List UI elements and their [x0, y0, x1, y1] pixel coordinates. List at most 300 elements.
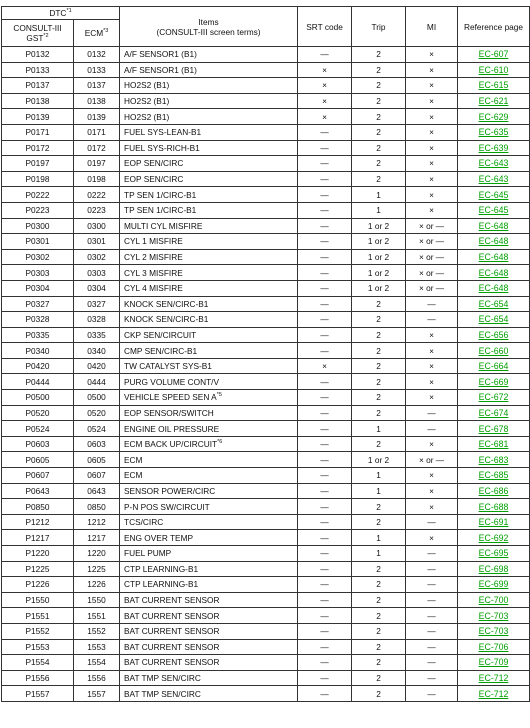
- gst-code: [2, 421, 74, 437]
- ecm-code: [74, 577, 120, 593]
- gst-code: [2, 327, 74, 343]
- reference-link[interactable]: EC-656: [478, 329, 509, 340]
- srt-code: [298, 639, 352, 655]
- mi-value-text: ×: [429, 345, 434, 356]
- reference-link[interactable]: EC-686: [478, 485, 509, 496]
- gst-code: [2, 390, 74, 406]
- trip-value-text: 2: [376, 392, 381, 403]
- table-row: [2, 686, 530, 702]
- ecm-code: [74, 156, 120, 172]
- item-name: [120, 514, 298, 530]
- item-name-text: FUEL SYS-RICH-B1: [124, 142, 200, 153]
- mi-value: [406, 78, 458, 94]
- ecm-code-text: 0300: [87, 220, 106, 231]
- item-name: [120, 577, 298, 593]
- trip-value: [352, 93, 406, 109]
- mi-value-text: × or —: [418, 220, 445, 231]
- gst-code-text: P1552: [25, 626, 50, 637]
- table-row: [2, 93, 530, 109]
- mi-value-text: ×: [429, 142, 434, 153]
- ecm-code: [74, 592, 120, 608]
- reference-link[interactable]: EC-669: [478, 376, 509, 387]
- gst-code-text: P0328: [25, 314, 50, 325]
- trip-value: [352, 78, 406, 94]
- ecm-code-text: 0198: [87, 174, 106, 185]
- item-name: [120, 374, 298, 390]
- mi-value-text: —: [427, 610, 436, 621]
- item-name: [120, 47, 298, 63]
- item-name: [120, 608, 298, 624]
- srt-code-text: —: [320, 548, 329, 559]
- trip-value: [352, 686, 406, 702]
- reference-cell: [458, 249, 530, 265]
- trip-value-text: 2: [376, 376, 381, 387]
- srt-code-text: ×: [322, 96, 327, 107]
- srt-code-text: —: [320, 49, 329, 60]
- srt-code: [298, 686, 352, 702]
- gst-code: [2, 514, 74, 530]
- srt-code-text: —: [320, 329, 329, 340]
- trip-value-text: 2: [376, 361, 381, 372]
- reference-cell: [458, 93, 530, 109]
- srt-code: [298, 499, 352, 515]
- reference-link[interactable]: EC-698: [478, 563, 509, 574]
- trip-value-text: 1: [376, 485, 381, 496]
- srt-code: [298, 265, 352, 281]
- mi-value-text: ×: [429, 439, 434, 450]
- gst-code-text: P0603: [25, 439, 50, 450]
- item-name-text: CKP SEN/CIRCUIT: [124, 329, 197, 340]
- srt-code: [298, 592, 352, 608]
- trip-value-text: 2: [376, 111, 381, 122]
- gst-code: [2, 265, 74, 281]
- trip-value-text: 2: [376, 517, 381, 528]
- item-name: [120, 530, 298, 546]
- srt-code: [298, 156, 352, 172]
- gst-code: [2, 436, 74, 452]
- reference-cell: [458, 592, 530, 608]
- srt-code: [298, 655, 352, 671]
- item-name: [120, 62, 298, 78]
- trip-value: [352, 156, 406, 172]
- reference-link[interactable]: EC-648: [478, 252, 509, 263]
- ecm-code-text: 1552: [87, 626, 106, 637]
- ecm-code-text: 0301: [87, 236, 106, 247]
- item-name: [120, 234, 298, 250]
- reference-cell: [458, 343, 530, 359]
- table-row: [2, 156, 530, 172]
- mi-value-text: × or —: [418, 267, 445, 278]
- reference-cell: [458, 280, 530, 296]
- reference-link[interactable]: EC-700: [478, 595, 509, 606]
- mi-value: [406, 608, 458, 624]
- dtc-table: [1, 6, 530, 702]
- mi-value-text: ×: [429, 329, 434, 340]
- trip-value-text: 1 or 2: [367, 454, 390, 465]
- item-name: [120, 280, 298, 296]
- item-name: [120, 109, 298, 125]
- srt-code: [298, 343, 352, 359]
- reference-link[interactable]: EC-706: [478, 641, 509, 652]
- reference-link[interactable]: EC-648: [478, 283, 509, 294]
- gst-code-text: P0137: [25, 80, 50, 91]
- trip-value-text: 2: [376, 298, 381, 309]
- table-row: [2, 280, 530, 296]
- reference-cell: [458, 452, 530, 468]
- reference-link[interactable]: EC-660: [478, 345, 509, 356]
- reference-cell: [458, 78, 530, 94]
- ecm-code-text: 0223: [87, 205, 106, 216]
- reference-link[interactable]: EC-610: [478, 64, 509, 75]
- mi-value-text: × or —: [418, 454, 445, 465]
- ecm-code-text: 1225: [87, 563, 106, 574]
- srt-code: [298, 374, 352, 390]
- item-name: [120, 670, 298, 686]
- ecm-code-text: 0302: [87, 252, 106, 263]
- reference-link[interactable]: EC-645: [478, 189, 509, 200]
- trip-value: [352, 530, 406, 546]
- gst-code-text: P0520: [25, 407, 50, 418]
- item-name-text: BAT CURRENT SENSOR: [124, 626, 220, 637]
- gst-code-text: P1556: [25, 673, 50, 684]
- srt-code-text: —: [320, 407, 329, 418]
- item-name: [120, 156, 298, 172]
- mi-value-text: —: [427, 626, 436, 637]
- reference-link[interactable]: EC-654: [478, 314, 509, 325]
- item-name: [120, 390, 298, 406]
- footnote-marker: *6: [217, 439, 223, 446]
- reference-link[interactable]: EC-629: [478, 111, 509, 122]
- item-name-text: HO2S2 (B1): [124, 96, 170, 107]
- ecm-code-text: 0850: [87, 501, 106, 512]
- table-row: [2, 483, 530, 499]
- reference-cell: [458, 312, 530, 328]
- ecm-code-text: 1554: [87, 657, 106, 668]
- table-row: [2, 78, 530, 94]
- mi-value-text: ×: [429, 361, 434, 372]
- gst-code: [2, 109, 74, 125]
- ecm-code-text: 1556: [87, 673, 106, 684]
- gst-code-text: P0607: [25, 470, 50, 481]
- item-name-text: FUEL PUMP: [124, 548, 172, 559]
- item-name: [120, 171, 298, 187]
- reference-link[interactable]: EC-648: [478, 267, 509, 278]
- ecm-code: [74, 405, 120, 421]
- gst-code: [2, 93, 74, 109]
- mi-value: [406, 93, 458, 109]
- gst-code: [2, 655, 74, 671]
- srt-code-text: —: [320, 532, 329, 543]
- reference-cell: [458, 140, 530, 156]
- table-row: [2, 670, 530, 686]
- ecm-code-text: 0132: [87, 49, 106, 60]
- reference-link[interactable]: EC-703: [478, 610, 509, 621]
- trip-value-text: 2: [376, 626, 381, 637]
- trip-value-text: 2: [376, 688, 381, 699]
- table-row: [2, 296, 530, 312]
- reference-link[interactable]: EC-664: [478, 361, 509, 372]
- trip-value-text: 1 or 2: [367, 220, 390, 231]
- item-name-text: KNOCK SEN/CIRC-B1: [124, 314, 209, 325]
- gst-code: [2, 561, 74, 577]
- reference-cell: [458, 608, 530, 624]
- srt-code-text: ×: [322, 80, 327, 91]
- ecm-code: [74, 218, 120, 234]
- table-row: [2, 47, 530, 63]
- reference-link[interactable]: EC-709: [478, 657, 509, 668]
- item-name-text: CYL 4 MISFIRE: [124, 283, 183, 294]
- table-row: [2, 577, 530, 593]
- ecm-code: [74, 639, 120, 655]
- reference-cell: [458, 47, 530, 63]
- table-row: [2, 608, 530, 624]
- mi-value-text: ×: [429, 205, 434, 216]
- mi-value: [406, 374, 458, 390]
- trip-value: [352, 499, 406, 515]
- trip-value: [352, 561, 406, 577]
- reference-link[interactable]: EC-692: [478, 532, 509, 543]
- ecm-code: [74, 374, 120, 390]
- trip-value-text: 2: [376, 407, 381, 418]
- item-name: [120, 452, 298, 468]
- gst-code-text: P0139: [25, 111, 50, 122]
- mi-value: [406, 265, 458, 281]
- mi-value-text: ×: [429, 96, 434, 107]
- gst-code: [2, 234, 74, 250]
- reference-cell: [458, 421, 530, 437]
- item-name: [120, 249, 298, 265]
- item-name-text: TP SEN 1/CIRC-B1: [124, 189, 197, 200]
- table-row: [2, 249, 530, 265]
- reference-cell: [458, 156, 530, 172]
- table-body: [2, 47, 530, 702]
- reference-link[interactable]: EC-695: [478, 548, 509, 559]
- reference-header: Reference page: [458, 7, 530, 47]
- mi-value: [406, 530, 458, 546]
- srt-code: [298, 561, 352, 577]
- mi-value-text: ×: [429, 532, 434, 543]
- trip-value-text: 1 or 2: [367, 252, 390, 263]
- mi-value: [406, 156, 458, 172]
- reference-link[interactable]: EC-691: [478, 517, 509, 528]
- trip-value: [352, 577, 406, 593]
- mi-value: [406, 171, 458, 187]
- table-row: [2, 390, 530, 406]
- item-name: [120, 561, 298, 577]
- srt-code-text: —: [320, 610, 329, 621]
- mi-value: [406, 109, 458, 125]
- mi-value-text: —: [427, 579, 436, 590]
- reference-link[interactable]: EC-712: [478, 688, 509, 699]
- ecm-code-text: 0303: [87, 267, 106, 278]
- ecm-code-text: 0524: [87, 423, 106, 434]
- reference-link[interactable]: EC-688: [478, 501, 509, 512]
- item-name-text: EOP SEN/CIRC: [124, 174, 184, 185]
- reference-link[interactable]: EC-648: [478, 220, 509, 231]
- table-row: [2, 514, 530, 530]
- ecm-code: [74, 483, 120, 499]
- ecm-code: [74, 530, 120, 546]
- item-name: [120, 421, 298, 437]
- srt-code-text: —: [320, 220, 329, 231]
- reference-link[interactable]: EC-683: [478, 454, 509, 465]
- item-name-text: CMP SEN/CIRC-B1: [124, 345, 198, 356]
- mi-value: [406, 421, 458, 437]
- srt-code: [298, 234, 352, 250]
- srt-code: [298, 327, 352, 343]
- ecm-code: [74, 608, 120, 624]
- reference-cell: [458, 171, 530, 187]
- reference-cell: [458, 296, 530, 312]
- srt-code-text: —: [320, 127, 329, 138]
- trip-value: [352, 514, 406, 530]
- srt-code: [298, 483, 352, 499]
- srt-code: [298, 93, 352, 109]
- item-name: [120, 639, 298, 655]
- trip-value: [352, 109, 406, 125]
- item-name-text: A/F SENSOR1 (B1): [124, 64, 197, 75]
- srt-code-text: —: [320, 688, 329, 699]
- trip-value: [352, 249, 406, 265]
- ecm-code: [74, 468, 120, 484]
- srt-code: [298, 390, 352, 406]
- item-name-text: PURG VOLUME CONT/V: [124, 376, 219, 387]
- mi-value: [406, 218, 458, 234]
- reference-link[interactable]: EC-635: [478, 127, 509, 138]
- mi-value-text: ×: [429, 189, 434, 200]
- gst-code: [2, 468, 74, 484]
- gst-code-text: P0335: [25, 329, 50, 340]
- trip-value: [352, 140, 406, 156]
- gst-code: [2, 358, 74, 374]
- reference-link[interactable]: EC-645: [478, 205, 509, 216]
- table-row: [2, 312, 530, 328]
- item-name: [120, 546, 298, 562]
- reference-link[interactable]: EC-685: [478, 470, 509, 481]
- srt-code-text: —: [320, 470, 329, 481]
- trip-value: [352, 234, 406, 250]
- reference-link[interactable]: EC-672: [478, 392, 509, 403]
- mi-value: [406, 686, 458, 702]
- ecm-code-text: 0138: [87, 96, 106, 107]
- gst-code: [2, 171, 74, 187]
- trip-value-text: 2: [376, 345, 381, 356]
- trip-value: [352, 623, 406, 639]
- trip-value-text: 2: [376, 439, 381, 450]
- mi-value: [406, 343, 458, 359]
- srt-code: [298, 62, 352, 78]
- reference-link[interactable]: EC-674: [478, 407, 509, 418]
- item-name-text: BAT CURRENT SENSOR: [124, 641, 220, 652]
- item-name: [120, 296, 298, 312]
- trip-value: [352, 47, 406, 63]
- mi-value: [406, 623, 458, 639]
- reference-cell: [458, 234, 530, 250]
- ecm-code-text: 0607: [87, 470, 106, 481]
- ecm-code-text: 1226: [87, 579, 106, 590]
- reference-link[interactable]: EC-654: [478, 298, 509, 309]
- ecm-code: [74, 140, 120, 156]
- header-row-top: [2, 7, 530, 20]
- trip-value: [352, 390, 406, 406]
- reference-link[interactable]: EC-681: [478, 439, 509, 450]
- mi-value: [406, 483, 458, 499]
- reference-link[interactable]: EC-621: [478, 96, 509, 107]
- gst-code-text: P1212: [25, 517, 50, 528]
- mi-value-text: ×: [429, 49, 434, 60]
- srt-code: [298, 405, 352, 421]
- mi-value: [406, 405, 458, 421]
- mi-value: [406, 202, 458, 218]
- srt-code: [298, 296, 352, 312]
- reference-link[interactable]: EC-699: [478, 579, 509, 590]
- ecm-code-text: 0327: [87, 298, 106, 309]
- item-name: [120, 140, 298, 156]
- item-name: [120, 483, 298, 499]
- table-row: [2, 452, 530, 468]
- srt-code: [298, 140, 352, 156]
- srt-code: [298, 312, 352, 328]
- table-row: [2, 358, 530, 374]
- item-name-text: CYL 2 MISFIRE: [124, 252, 183, 263]
- trip-value: [352, 187, 406, 203]
- ecm-code: [74, 249, 120, 265]
- reference-link[interactable]: EC-643: [478, 158, 509, 169]
- srt-code-text: —: [320, 236, 329, 247]
- reference-link[interactable]: EC-703: [478, 626, 509, 637]
- ecm-code: [74, 62, 120, 78]
- ecm-code-text: 0133: [87, 64, 106, 75]
- mi-value-text: —: [427, 641, 436, 652]
- items-header: Items (CONSULT-III screen terms): [120, 7, 298, 47]
- reference-link[interactable]: EC-639: [478, 142, 509, 153]
- item-name-text: HO2S2 (B1): [124, 80, 170, 91]
- reference-link[interactable]: EC-607: [478, 49, 509, 60]
- ecm-code-text: 0222: [87, 189, 106, 200]
- ecm-header: ECM$^{*3}$: [74, 20, 120, 47]
- reference-link[interactable]: EC-643: [478, 174, 509, 185]
- reference-link[interactable]: EC-615: [478, 80, 509, 91]
- item-name-text: ENGINE OIL PRESSURE: [124, 423, 220, 434]
- table-row: [2, 639, 530, 655]
- mi-value: [406, 452, 458, 468]
- item-name: [120, 218, 298, 234]
- reference-cell: [458, 561, 530, 577]
- item-name-text: BAT TMP SEN/CIRC: [124, 688, 201, 699]
- trip-value: [352, 218, 406, 234]
- mi-value: [406, 468, 458, 484]
- reference-cell: [458, 109, 530, 125]
- item-name-text: BAT TMP SEN/CIRC: [124, 673, 201, 684]
- reference-link[interactable]: EC-712: [478, 673, 509, 684]
- gst-code-text: P0133: [25, 64, 50, 75]
- ecm-code: [74, 390, 120, 406]
- ecm-code-text: 0137: [87, 80, 106, 91]
- reference-link[interactable]: EC-648: [478, 236, 509, 247]
- ecm-code-text: 0605: [87, 454, 106, 465]
- reference-link[interactable]: EC-678: [478, 423, 509, 434]
- srt-code: [298, 577, 352, 593]
- ecm-code: [74, 124, 120, 140]
- item-name: [120, 436, 298, 452]
- mi-value: [406, 327, 458, 343]
- item-name-text: ECM: [124, 470, 143, 481]
- mi-value-text: ×: [429, 501, 434, 512]
- trip-value: [352, 452, 406, 468]
- trip-value: [352, 468, 406, 484]
- table-row: [2, 171, 530, 187]
- gst-code-text: P1557: [25, 688, 50, 699]
